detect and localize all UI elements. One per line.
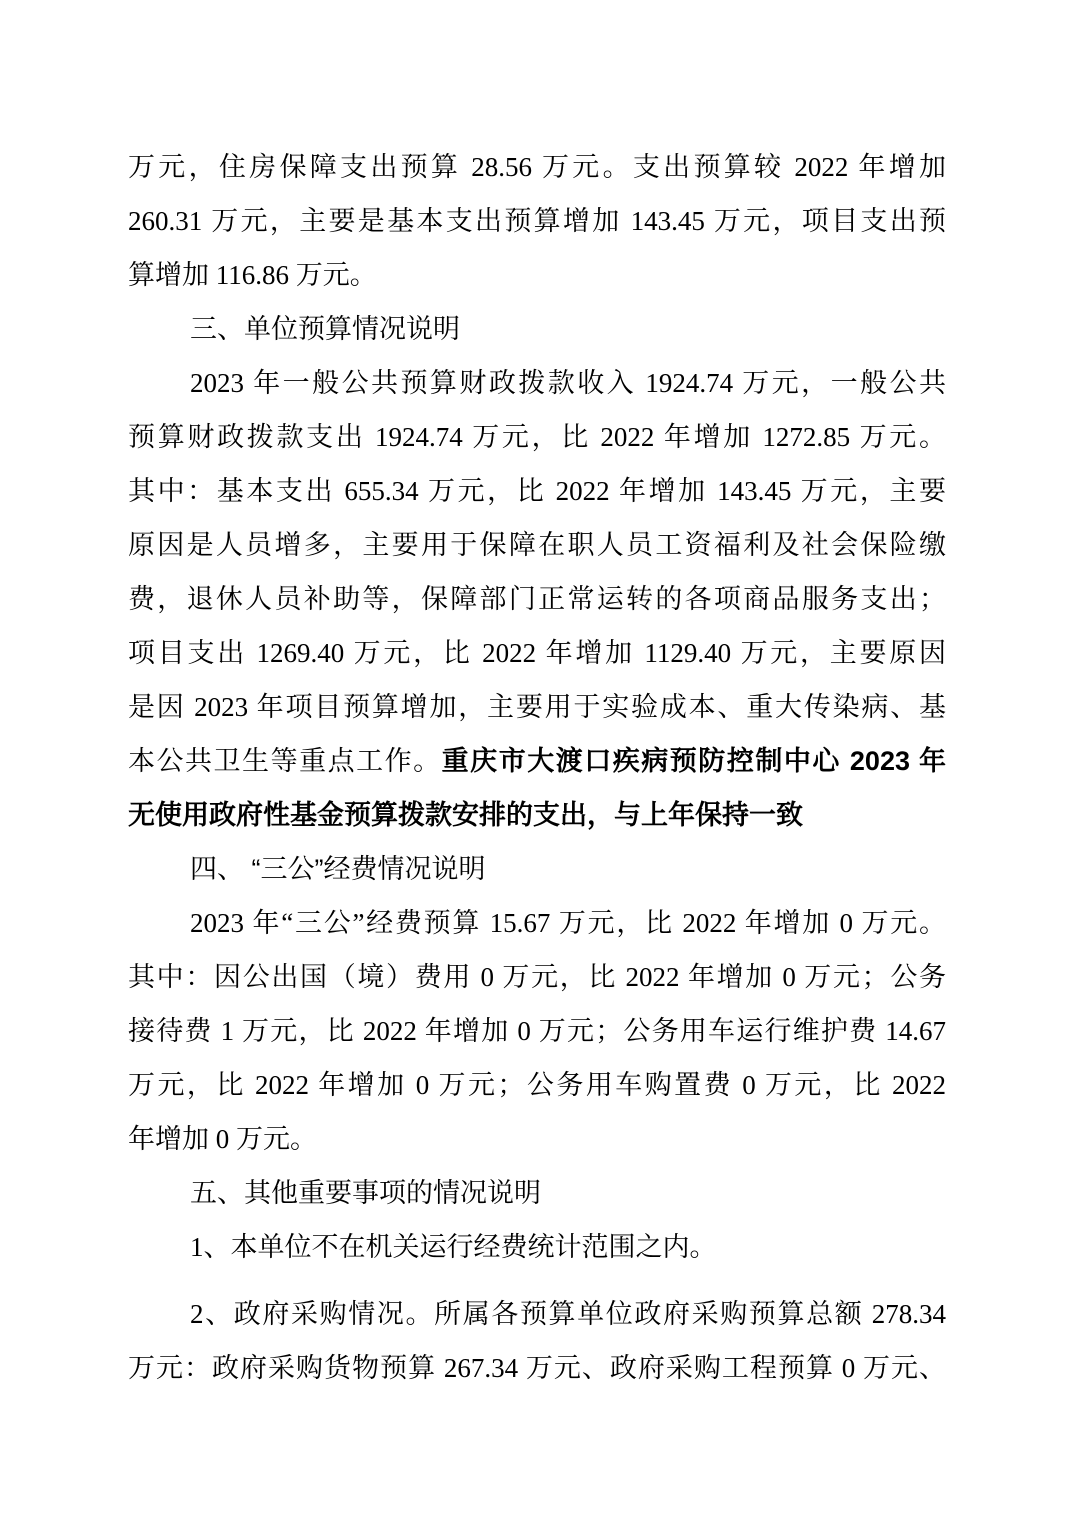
body-line: 其中：因公出国（境）费用 0 万元，比 2022 年增加 0 万元；公务 [128, 962, 946, 992]
body-line: 万元，比 2022 年增加 0 万元；公务用车购置费 0 万元，比 2022 [128, 1070, 946, 1100]
body-line-mixed [128, 734, 946, 788]
body-line: 算增加 116.86 万元。 [128, 260, 377, 290]
body-line: 预算财政拨款支出 1924.74 万元，比 2022 年增加 1272.85 万元。 [128, 422, 946, 452]
body-line-normal-part: 本公共卫生等重点工作。 [128, 746, 442, 776]
body-line: 原因是人员增多，主要用于保障在职人员工资福利及社会保险缴 [128, 530, 946, 560]
body-line: 万元，住房保障支出预算 28.56 万元。支出预算较 2022 年增加 [128, 152, 946, 182]
body-line: 1、本单位不在机关运行经费统计范围之内。 [190, 1232, 717, 1262]
body-line: 2023 年一般公共预算财政拨款收入 1924.74 万元，一般公共 [190, 368, 946, 398]
body-line: 年增加 0 万元。 [128, 1124, 317, 1154]
heading-section-5: 五、其他重要事项的情况说明 [190, 1178, 541, 1208]
document-body [128, 140, 946, 1395]
body-line: 万元：政府采购货物预算 267.34 万元、政府采购工程预算 0 万元、 [128, 1353, 946, 1383]
bold-statement-part: 重庆市大渡口疾病预防控制中心 2023 年 [441, 746, 946, 776]
body-line: 其中：基本支出 655.34 万元，比 2022 年增加 143.45 万元，主要 [128, 476, 946, 506]
heading-section-3: 三、单位预算情况说明 [190, 314, 460, 344]
body-line: 2、政府采购情况。所属各预算单位政府采购预算总额 278.34 [190, 1299, 946, 1329]
body-line: 260.31 万元，主要是基本支出预算增加 143.45 万元，项目支出预 [128, 206, 946, 236]
body-line: 项目支出 1269.40 万元，比 2022 年增加 1129.40 万元，主要原因 [128, 638, 946, 668]
body-line: 2023 年“三公”经费预算 15.67 万元，比 2022 年增加 0 万元。 [190, 908, 946, 938]
body-line: 是因 2023 年项目预算增加，主要用于实验成本、重大传染病、基 [128, 692, 946, 722]
body-line: 接待费 1 万元，比 2022 年增加 0 万元；公务用车运行维护费 14.67 [128, 1016, 946, 1046]
body-line: 费，退休人员补助等，保障部门正常运转的各项商品服务支出； [128, 584, 946, 614]
bold-statement-line: 无使用政府性基金预算拨款安排的支出，与上年保持一致 [128, 800, 803, 830]
heading-section-4: 四、 “三公”经费情况说明 [190, 854, 486, 884]
